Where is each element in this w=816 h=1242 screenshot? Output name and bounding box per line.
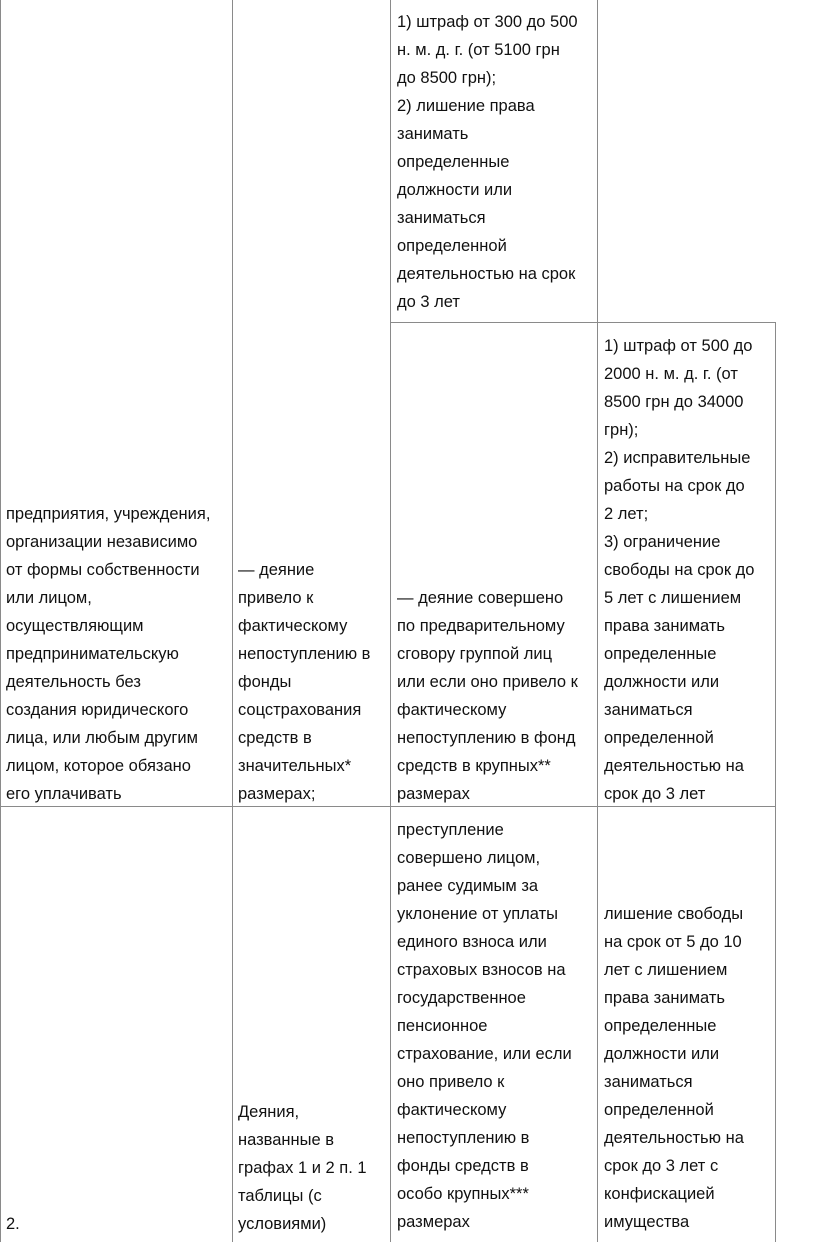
column-divider-2 <box>390 0 391 1242</box>
table-border-left <box>0 0 1 1242</box>
row-number: 2. <box>6 1215 20 1233</box>
aggravating-condition-cell: — деяние совершено по предварительному сговору группой лиц или если оно привело к фактическому непоступлению в фонд средств в крупных** размерах <box>397 589 578 803</box>
condition-cell: — деяние привело к фактическому непоступлению в фонды соцстрахования средств в значительных* размерах; <box>238 561 371 803</box>
penalty-cell: 1) штраф от 500 до 2000 н. м. д. г. (от 8500 грн до 34000 грн); 2) исправительные работы на срок до 2 лет; 3) ограничение свободы на срок до 5 лет с лишением права занимать определенные должности или заниматься определенной деятельностью на срок до 3 лет <box>604 337 755 803</box>
column-divider-3 <box>597 322 598 1242</box>
table-border-right <box>775 322 776 1242</box>
column-divider-1 <box>232 0 233 1242</box>
penalty-cell-severe: лишение свободы на срок от 5 до 10 лет с лишением права занимать определенные должности или заниматься определенной деятельностью на срок до 3 лет с конфискацией имущества <box>604 905 744 1231</box>
subject-cell: предприятия, учреждения, организации независимо от формы собственности или лицом, осуществляющим предпринимательскую деятельность без создания юридического лица, или любым другим лицом, которое обязано его уплачивать <box>6 505 211 803</box>
penalty-cell-top: 1) штраф от 300 до 500 н. м. д. г. (от 5100 грн до 8500 грн); 2) лишение права занимать определенные должности или заниматься определенной деятельностью на срок до 3 лет <box>397 13 578 311</box>
row-divider-inner <box>390 322 776 323</box>
column-divider-3-top <box>597 0 598 322</box>
crime-condition-cell: преступление совершено лицом, ранее судимым за уклонение от уплаты единого взноса или страховых взносов на государственное пенсионное страхование, или если оно привело к фактическому непоступлению в фонды средств в особо крупных*** размерах <box>397 821 572 1231</box>
acts-cell: Деяния, названные в графах 1 и 2 п. 1 таблицы (с условиями) <box>238 1103 367 1233</box>
